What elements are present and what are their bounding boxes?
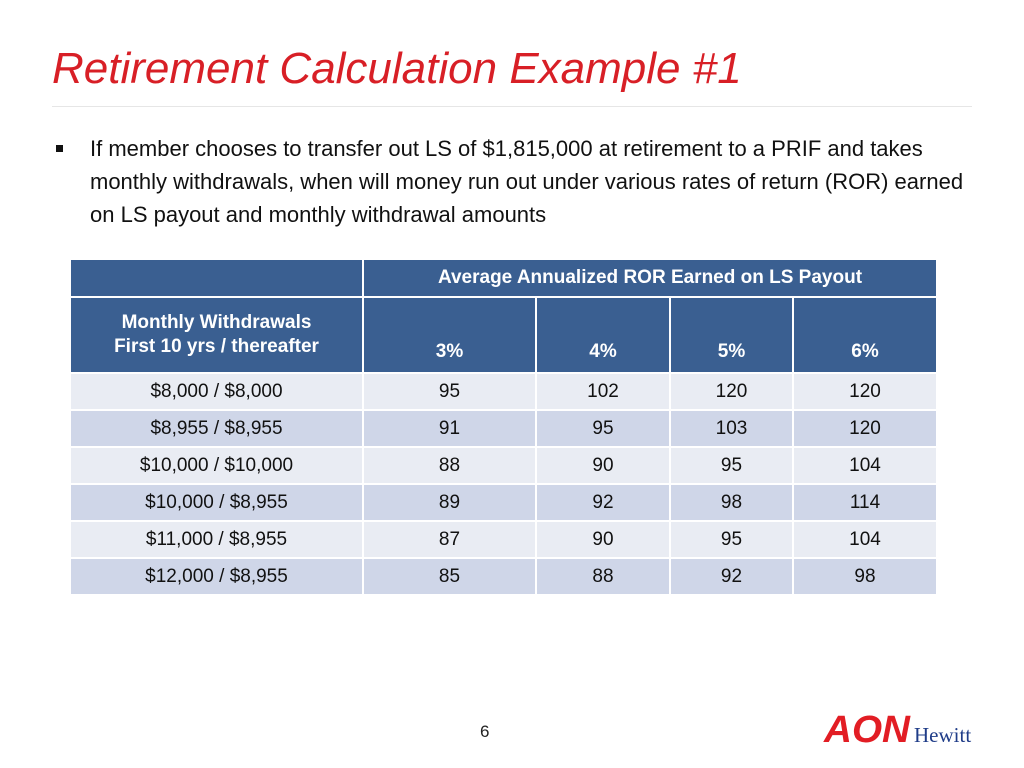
table-row xyxy=(70,484,937,521)
slide-title: Retirement Calculation Example #1 xyxy=(52,44,742,93)
table-row xyxy=(70,373,937,410)
page-number: 6 xyxy=(480,722,490,741)
column-header-3pct: 3% xyxy=(363,297,536,373)
table-row xyxy=(70,410,937,447)
table-cell: 95 xyxy=(536,410,670,447)
table-group-header-row xyxy=(70,259,937,297)
table-cell: 98 xyxy=(670,484,793,521)
row-label: $8,955 / $8,955 xyxy=(70,410,363,447)
row-label: $10,000 / $10,000 xyxy=(70,447,363,484)
table-row xyxy=(70,558,937,595)
bullet-text: If member chooses to transfer out LS of $1,815,000 at retirement to a PRIF and takes monthly withdrawals, when will money run out under various rates of return (ROR) earned on LS payout and monthly withdrawal amounts xyxy=(90,136,964,227)
row-label: $10,000 / $8,955 xyxy=(70,484,363,521)
table-cell: 90 xyxy=(536,521,670,558)
table-cell: 120 xyxy=(793,410,937,447)
row-label: $8,000 / $8,000 xyxy=(70,373,363,410)
table-cell: 95 xyxy=(363,373,536,410)
table-cell: 88 xyxy=(536,558,670,595)
table-cell: 95 xyxy=(670,521,793,558)
title-divider xyxy=(52,106,972,107)
table-cell: 104 xyxy=(793,447,937,484)
table-cell: 91 xyxy=(363,410,536,447)
table-cell: 88 xyxy=(363,447,536,484)
row-label: $12,000 / $8,955 xyxy=(70,558,363,595)
table-cell: 90 xyxy=(536,447,670,484)
square-bullet-icon xyxy=(56,145,63,152)
withdrawals-header xyxy=(70,297,363,373)
table-row xyxy=(70,521,937,558)
logo-aon-text: AON xyxy=(822,709,912,748)
table-cell: 120 xyxy=(793,373,937,410)
table-cell: 95 xyxy=(670,447,793,484)
column-header-6pct: 6% xyxy=(793,297,937,373)
table-cell: 120 xyxy=(670,373,793,410)
table-row xyxy=(70,447,937,484)
row-label: $11,000 / $8,955 xyxy=(70,521,363,558)
table-cell: 92 xyxy=(670,558,793,595)
ror-table xyxy=(69,258,938,596)
withdrawals-header-line1: Monthly Withdrawals xyxy=(121,312,312,333)
table-column-header-row xyxy=(70,297,937,373)
table-cell: 98 xyxy=(793,558,937,595)
aon-hewitt-logo xyxy=(822,708,982,748)
column-header-5pct: 5% xyxy=(670,297,793,373)
table-cell: 92 xyxy=(536,484,670,521)
table-corner-cell xyxy=(70,259,363,297)
table-cell: 103 xyxy=(670,410,793,447)
logo-hewitt-text: Hewitt xyxy=(914,723,972,747)
table-cell: 87 xyxy=(363,521,536,558)
table-cell: 114 xyxy=(793,484,937,521)
table-cell: 85 xyxy=(363,558,536,595)
withdrawals-header-line2: First 10 yrs / thereafter xyxy=(114,336,319,357)
table-cell: 89 xyxy=(363,484,536,521)
table-cell: 102 xyxy=(536,373,670,410)
table-cell: 104 xyxy=(793,521,937,558)
ror-group-header: Average Annualized ROR Earned on LS Payout xyxy=(363,259,937,297)
column-header-4pct: 4% xyxy=(536,297,670,373)
